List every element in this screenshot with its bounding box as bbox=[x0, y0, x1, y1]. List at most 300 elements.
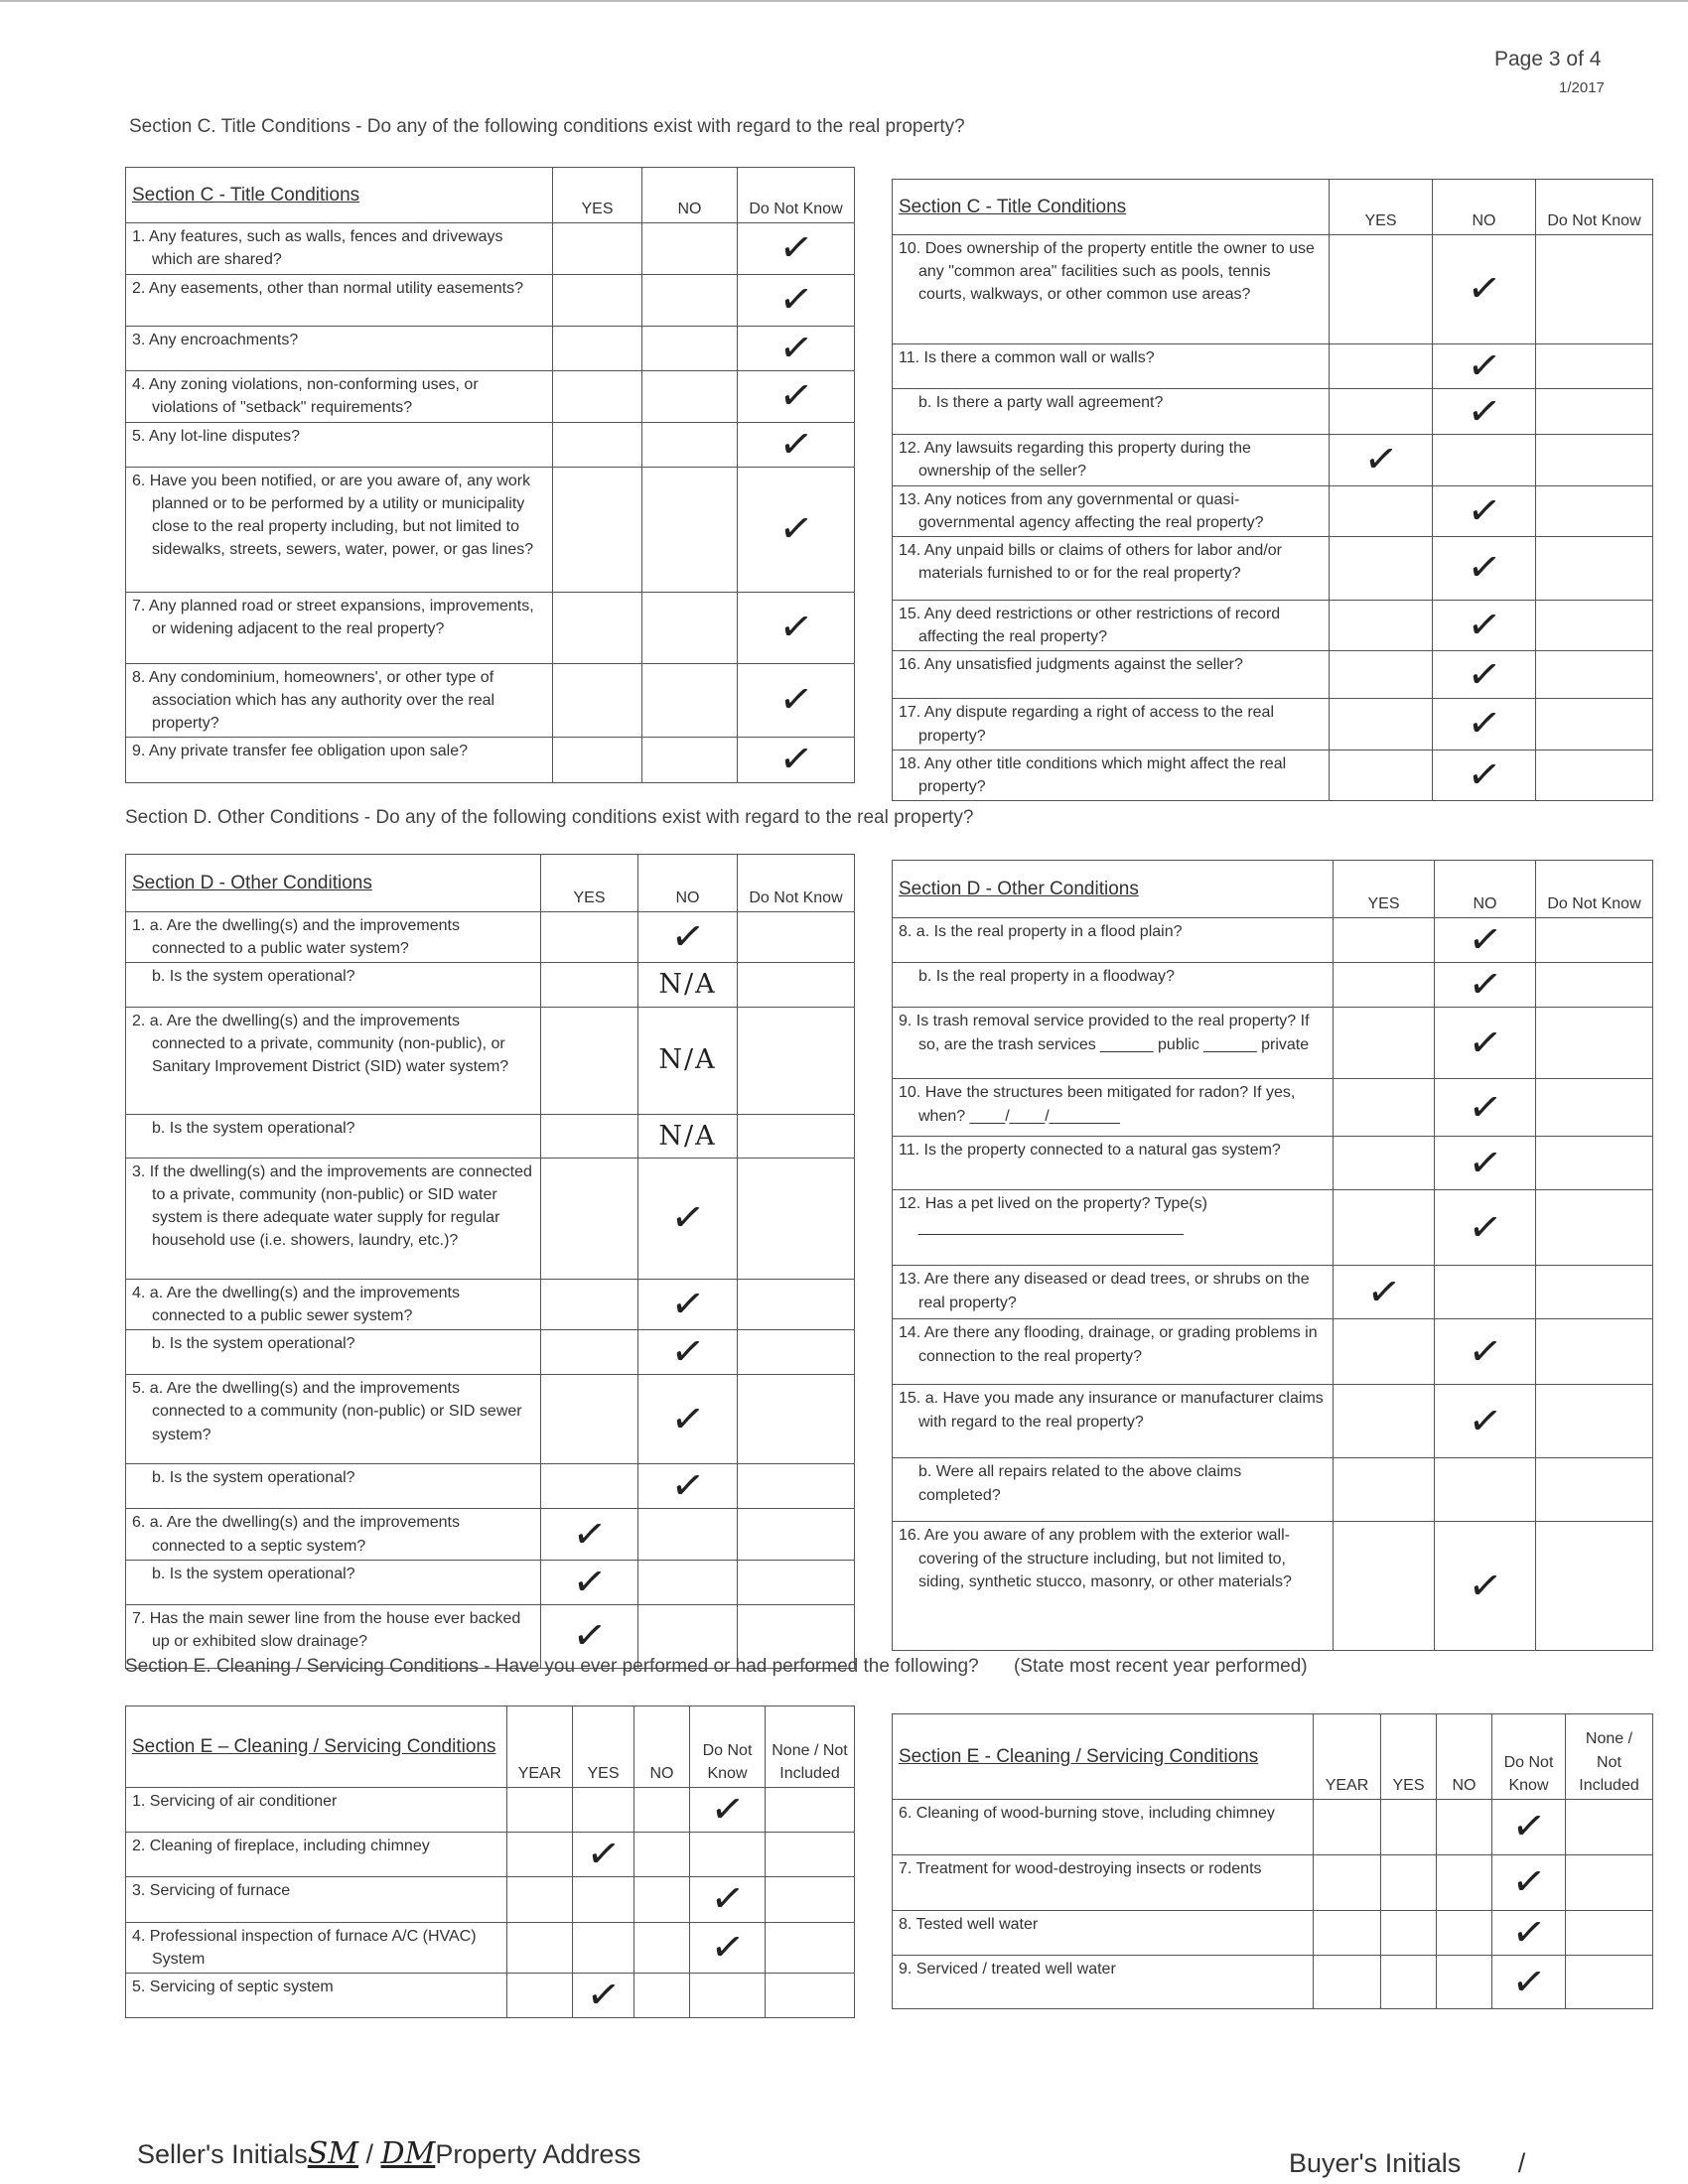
question-text: 1. Any features, such as walls, fences and driveways which are shared? bbox=[126, 223, 553, 275]
answer-cell-no[interactable] bbox=[642, 592, 738, 663]
col-no: NO bbox=[642, 168, 738, 223]
question-text: 9. Serviced / treated well water bbox=[893, 1956, 1314, 2009]
section-d-right-table bbox=[892, 860, 1653, 1651]
question-text: 5. Servicing of septic system bbox=[126, 1973, 507, 2017]
answer-cell-yes[interactable] bbox=[1330, 536, 1433, 600]
checkmark-icon: ✓ bbox=[775, 275, 816, 326]
question-text: 16. Are you aware of any problem with the exterior wall-covering of the structure including, but not limited to, siding, synthetic stucco, masonry, or other materials? bbox=[893, 1522, 1334, 1651]
table-row bbox=[893, 1385, 1653, 1458]
answer-cell-dnk[interactable] bbox=[738, 735, 855, 785]
answer-cell-year[interactable] bbox=[1314, 1911, 1381, 1956]
answer-cell-dnk[interactable] bbox=[1536, 536, 1653, 600]
answer-cell-dnk[interactable] bbox=[738, 592, 855, 663]
question-text: 9. Any private transfer fee obligation upon sale? bbox=[126, 738, 553, 782]
table-row bbox=[126, 1973, 855, 2017]
answer-cell-dnk[interactable] bbox=[1536, 1008, 1653, 1079]
na-mark: N/A bbox=[658, 1120, 717, 1152]
checkmark-icon: ✓ bbox=[1508, 1857, 1549, 1908]
section-d-title: Section D - Other Conditions bbox=[126, 855, 541, 912]
table-row bbox=[893, 1079, 1653, 1137]
answer-cell-dnk[interactable] bbox=[690, 1874, 766, 1925]
table-row bbox=[126, 1375, 855, 1464]
answer-cell-no[interactable] bbox=[1435, 1190, 1536, 1266]
answer-cell-dnk[interactable] bbox=[690, 1973, 766, 2017]
table-row bbox=[893, 918, 1653, 963]
table-row bbox=[126, 592, 855, 663]
table-row bbox=[126, 1279, 855, 1329]
answer-cell-none[interactable] bbox=[1566, 1911, 1653, 1956]
answer-cell-yes[interactable] bbox=[541, 1114, 638, 1158]
question-text: 3. If the dwelling(s) and the improvements are connected to a private, community (non-public) or SID water system is there adequate water supply for regular household use (i.e. showers, laundry, etc.)? bbox=[126, 1158, 541, 1279]
col-no: NO bbox=[1435, 861, 1536, 918]
answer-cell-yes[interactable] bbox=[1330, 699, 1433, 750]
answer-cell-dnk[interactable] bbox=[738, 912, 855, 963]
answer-cell-yes[interactable] bbox=[1334, 918, 1435, 963]
answer-cell-yes[interactable] bbox=[1334, 1522, 1435, 1651]
question-text: 12. Any lawsuits regarding this property during the ownership of the seller? bbox=[893, 435, 1330, 485]
checkmark-icon: ✓ bbox=[775, 675, 816, 726]
col-yes: YES bbox=[1330, 180, 1433, 235]
answer-cell-yes[interactable] bbox=[1330, 389, 1433, 435]
answer-cell-year[interactable] bbox=[1314, 1855, 1381, 1911]
checkmark-icon: ✓ bbox=[1508, 1957, 1549, 2007]
answer-cell-dnk[interactable] bbox=[738, 1560, 855, 1604]
answer-cell-yes[interactable] bbox=[573, 1877, 634, 1922]
question-text: 4. Any zoning violations, non-conforming uses, or violations of "setback" requirements? bbox=[126, 371, 553, 422]
answer-cell-dnk[interactable] bbox=[738, 371, 855, 422]
answer-cell-yes[interactable] bbox=[553, 663, 642, 738]
answer-cell-yes[interactable] bbox=[553, 592, 642, 663]
table-row bbox=[126, 1877, 855, 1922]
answer-cell-dnk[interactable] bbox=[738, 663, 855, 738]
answer-cell-year[interactable] bbox=[507, 1833, 573, 1877]
question-text: 8. Tested well water bbox=[893, 1911, 1314, 1956]
answer-cell-yes[interactable] bbox=[553, 327, 642, 371]
answer-cell-yes[interactable] bbox=[1330, 600, 1433, 650]
answer-cell-none[interactable] bbox=[1566, 1855, 1653, 1911]
section-c-right-table bbox=[892, 179, 1653, 801]
answer-cell-dnk[interactable] bbox=[738, 419, 855, 470]
answer-cell-dnk[interactable] bbox=[1492, 1956, 1566, 2009]
col-none-not-included: None / Not Included bbox=[1566, 1714, 1653, 1800]
answer-cell-yes[interactable] bbox=[553, 467, 642, 592]
answer-cell-no[interactable] bbox=[634, 1788, 690, 1833]
question-text: b. Is the system operational? bbox=[126, 1464, 541, 1509]
question-text: b. Were all repairs related to the above claims completed? bbox=[893, 1458, 1334, 1522]
answer-cell-dnk[interactable] bbox=[738, 1330, 855, 1375]
checkmark-icon: ✓ bbox=[1360, 435, 1401, 485]
answer-cell-dnk[interactable] bbox=[1536, 1385, 1653, 1458]
table-row bbox=[126, 1114, 855, 1158]
question-text: 4. a. Are the dwelling(s) and the improvements connected to a public sewer system? bbox=[126, 1279, 541, 1329]
answer-cell-year[interactable] bbox=[507, 1877, 573, 1922]
answer-cell-dnk[interactable] bbox=[1536, 963, 1653, 1008]
buyer-initials-slash: / bbox=[1517, 2148, 1526, 2178]
col-do-not-know: Do Not Know bbox=[1492, 1714, 1566, 1800]
answer-cell-no[interactable] bbox=[1433, 750, 1536, 800]
checkmark-icon: ✓ bbox=[569, 1557, 610, 1607]
property-address-label: Property Address bbox=[435, 2139, 641, 2169]
answer-cell-yes[interactable] bbox=[1334, 963, 1435, 1008]
answer-cell-dnk[interactable] bbox=[738, 223, 855, 275]
table-row bbox=[893, 344, 1653, 389]
answer-cell-no[interactable] bbox=[1435, 1137, 1536, 1190]
answer-cell-yes[interactable] bbox=[1330, 750, 1433, 800]
answer-cell-yes[interactable] bbox=[1330, 651, 1433, 699]
answer-cell-no[interactable] bbox=[642, 371, 738, 422]
answer-cell-no[interactable] bbox=[1433, 435, 1536, 485]
answer-cell-none[interactable] bbox=[766, 1833, 855, 1877]
answer-cell-year[interactable] bbox=[507, 1973, 573, 2017]
col-yes: YES bbox=[541, 855, 638, 912]
answer-cell-no[interactable] bbox=[1437, 1800, 1492, 1855]
answer-cell-no[interactable] bbox=[638, 1326, 738, 1378]
answer-cell-none[interactable] bbox=[766, 1922, 855, 1973]
col-year: YEAR bbox=[507, 1706, 573, 1788]
checkmark-icon: ✓ bbox=[1465, 1138, 1505, 1188]
table-row bbox=[893, 235, 1653, 344]
checkmark-icon: ✓ bbox=[1508, 1907, 1549, 1959]
col-do-not-know: Do Not Know bbox=[690, 1706, 766, 1788]
question-text: b. Is the system operational? bbox=[126, 1330, 541, 1375]
answer-cell-yes[interactable] bbox=[541, 1158, 638, 1279]
answer-cell-no[interactable] bbox=[1437, 1956, 1492, 2009]
answer-cell-no[interactable] bbox=[1433, 341, 1536, 392]
answer-cell-no[interactable] bbox=[1435, 1319, 1536, 1385]
answer-cell-yes[interactable] bbox=[1330, 485, 1433, 536]
section-c-left-table bbox=[125, 167, 855, 783]
question-text: 12. Has a pet lived on the property? Type(s) ______________________________ bbox=[893, 1190, 1334, 1266]
answer-cell-no[interactable] bbox=[642, 275, 738, 327]
table-row bbox=[893, 699, 1653, 750]
answer-cell-no[interactable] bbox=[634, 1922, 690, 1973]
answer-cell-no[interactable] bbox=[638, 1007, 738, 1114]
answer-cell-dnk[interactable] bbox=[1492, 1907, 1566, 1959]
table-row bbox=[893, 485, 1653, 536]
answer-cell-no[interactable] bbox=[634, 1833, 690, 1877]
answer-cell-yes[interactable] bbox=[541, 1509, 638, 1560]
question-text: 14. Any unpaid bills or claims of others for labor and/or materials furnished to or for the real property? bbox=[893, 536, 1330, 600]
answer-cell-yes[interactable] bbox=[541, 1557, 638, 1607]
answer-cell-dnk[interactable] bbox=[1536, 485, 1653, 536]
checkmark-icon: ✓ bbox=[569, 1611, 610, 1662]
initials-slash: / bbox=[365, 2139, 374, 2169]
answer-cell-no[interactable] bbox=[638, 1560, 738, 1604]
answer-cell-no[interactable] bbox=[638, 1461, 738, 1512]
question-text: 14. Are there any flooding, drainage, or grading problems in connection to the real property? bbox=[893, 1319, 1334, 1385]
answer-cell-yes[interactable] bbox=[1334, 1458, 1435, 1522]
answer-cell-no[interactable] bbox=[634, 1973, 690, 2017]
checkmark-icon: ✓ bbox=[775, 603, 816, 653]
checkmark-icon: ✓ bbox=[1465, 960, 1505, 1011]
answer-cell-dnk[interactable] bbox=[1536, 750, 1653, 800]
seller-initials-2: DM bbox=[380, 2136, 436, 2171]
table-row bbox=[126, 738, 855, 782]
answer-cell-yes[interactable] bbox=[553, 738, 642, 782]
question-text: 11. Is the property connected to a natural gas system? bbox=[893, 1137, 1334, 1190]
answer-cell-year[interactable] bbox=[507, 1788, 573, 1833]
table-row bbox=[126, 1158, 855, 1279]
na-mark: N/A bbox=[658, 1044, 717, 1076]
question-text: 2. Cleaning of fireplace, including chimney bbox=[126, 1833, 507, 1877]
col-none-not-included: None / Not Included bbox=[766, 1706, 855, 1788]
answer-cell-dnk[interactable] bbox=[738, 1007, 855, 1114]
section-d-title-right: Section D - Other Conditions bbox=[893, 861, 1334, 918]
answer-cell-dnk[interactable] bbox=[690, 1833, 766, 1877]
answer-cell-yes[interactable] bbox=[553, 371, 642, 422]
checkmark-icon: ✓ bbox=[667, 911, 708, 963]
question-text: 7. Any planned road or street expansions, improvements, or widening adjacent to the real property? bbox=[126, 592, 553, 663]
answer-cell-no[interactable] bbox=[642, 327, 738, 371]
answer-cell-no[interactable] bbox=[1437, 1855, 1492, 1911]
section-d-left-table bbox=[125, 854, 855, 1669]
section-e-right-table bbox=[892, 1713, 1653, 2009]
answer-cell-no[interactable] bbox=[638, 1509, 738, 1560]
answer-cell-yes[interactable] bbox=[541, 1007, 638, 1114]
table-row bbox=[126, 663, 855, 738]
col-no: NO bbox=[638, 855, 738, 912]
table-row bbox=[893, 1855, 1653, 1911]
answer-cell-yes[interactable] bbox=[1334, 1319, 1435, 1385]
answer-cell-dnk[interactable] bbox=[1536, 1190, 1653, 1266]
col-do-not-know: Do Not Know bbox=[1536, 861, 1653, 918]
question-text: 15. a. Have you made any insurance or manufacturer claims with regard to the real property? bbox=[893, 1385, 1334, 1458]
answer-cell-dnk[interactable] bbox=[1536, 1266, 1653, 1319]
answer-cell-yes[interactable] bbox=[541, 1375, 638, 1464]
checkmark-icon: ✓ bbox=[1465, 1202, 1505, 1253]
answer-cell-no[interactable] bbox=[1433, 485, 1536, 536]
checkmark-icon: ✓ bbox=[775, 371, 816, 422]
checkmark-icon: ✓ bbox=[707, 1784, 748, 1836]
checkmark-icon: ✓ bbox=[1465, 1018, 1505, 1068]
answer-cell-yes[interactable] bbox=[1381, 1911, 1437, 1956]
answer-cell-yes[interactable] bbox=[1334, 1385, 1435, 1458]
answer-cell-none[interactable] bbox=[766, 1877, 855, 1922]
answer-cell-no[interactable] bbox=[1433, 536, 1536, 600]
checkmark-icon: ✓ bbox=[583, 1970, 624, 2021]
answer-cell-yes[interactable] bbox=[1381, 1956, 1437, 2009]
answer-cell-dnk[interactable] bbox=[738, 1114, 855, 1158]
answer-cell-yes[interactable] bbox=[541, 963, 638, 1007]
answer-cell-dnk[interactable] bbox=[738, 275, 855, 327]
checkmark-icon: ✓ bbox=[1464, 386, 1504, 437]
answer-cell-dnk[interactable] bbox=[1536, 1522, 1653, 1651]
answer-cell-dnk[interactable] bbox=[738, 963, 855, 1007]
table-row bbox=[893, 1800, 1653, 1855]
checkmark-icon: ✓ bbox=[707, 1874, 748, 1925]
answer-cell-no[interactable] bbox=[1433, 651, 1536, 699]
answer-cell-yes[interactable] bbox=[1334, 1008, 1435, 1079]
answer-cell-none[interactable] bbox=[766, 1788, 855, 1833]
answer-cell-yes[interactable] bbox=[553, 275, 642, 327]
answer-cell-yes[interactable] bbox=[1381, 1855, 1437, 1911]
answer-cell-yes[interactable] bbox=[541, 1330, 638, 1375]
answer-cell-yes[interactable] bbox=[1334, 1190, 1435, 1266]
table-row bbox=[893, 1911, 1653, 1956]
answer-cell-dnk[interactable] bbox=[1536, 699, 1653, 750]
answer-cell-dnk[interactable] bbox=[738, 1509, 855, 1560]
answer-cell-year[interactable] bbox=[1314, 1956, 1381, 2009]
table-row bbox=[893, 1137, 1653, 1190]
checkmark-icon: ✓ bbox=[1465, 1082, 1505, 1133]
answer-cell-no[interactable] bbox=[638, 1375, 738, 1464]
answer-cell-yes[interactable] bbox=[541, 912, 638, 963]
question-text: 10. Have the structures been mitigated for radon? If yes, when? ____/____/________ bbox=[893, 1079, 1334, 1137]
answer-cell-no[interactable] bbox=[1435, 1458, 1536, 1522]
section-d-heading: Section D. Other Conditions - Do any of the following conditions exist with regard to the real property? bbox=[125, 807, 974, 828]
question-text: b. Is the system operational? bbox=[126, 963, 541, 1007]
question-text: 4. Professional inspection of furnace A/C (HVAC) System bbox=[126, 1922, 507, 1973]
answer-cell-none[interactable] bbox=[1566, 1956, 1653, 2009]
question-text: 6. Cleaning of wood-burning stove, including chimney bbox=[893, 1800, 1314, 1855]
checkmark-icon: ✓ bbox=[775, 735, 816, 785]
buyer-initials-line bbox=[1289, 2148, 1525, 2179]
answer-cell-dnk[interactable] bbox=[1492, 1800, 1566, 1855]
answer-cell-yes[interactable] bbox=[553, 223, 642, 275]
answer-cell-yes[interactable] bbox=[1334, 1137, 1435, 1190]
answer-cell-dnk[interactable] bbox=[738, 1279, 855, 1329]
answer-cell-no[interactable] bbox=[642, 422, 738, 467]
answer-cell-dnk[interactable] bbox=[1536, 235, 1653, 344]
checkmark-icon: ✓ bbox=[1464, 543, 1504, 594]
checkmark-icon: ✓ bbox=[667, 1326, 708, 1378]
answer-cell-dnk[interactable] bbox=[738, 467, 855, 592]
answer-cell-dnk[interactable] bbox=[1536, 344, 1653, 389]
answer-cell-no[interactable] bbox=[642, 223, 738, 275]
answer-cell-yes[interactable] bbox=[1381, 1800, 1437, 1855]
checkmark-icon: ✓ bbox=[775, 323, 816, 374]
answer-cell-no[interactable] bbox=[642, 467, 738, 592]
answer-cell-no[interactable] bbox=[638, 1158, 738, 1279]
answer-cell-no[interactable] bbox=[1437, 1911, 1492, 1956]
answer-cell-dnk[interactable] bbox=[1536, 435, 1653, 485]
table-row bbox=[126, 275, 855, 327]
answer-cell-yes[interactable] bbox=[553, 422, 642, 467]
answer-cell-year[interactable] bbox=[507, 1922, 573, 1973]
answer-cell-no[interactable] bbox=[1433, 699, 1536, 750]
question-text: 3. Any encroachments? bbox=[126, 327, 553, 371]
answer-cell-dnk[interactable] bbox=[1536, 600, 1653, 650]
answer-cell-yes[interactable] bbox=[1334, 1266, 1435, 1319]
seller-initials-1: SM bbox=[307, 2136, 358, 2171]
answer-cell-dnk[interactable] bbox=[1536, 918, 1653, 963]
answer-cell-yes[interactable] bbox=[1330, 344, 1433, 389]
checkmark-icon: ✓ bbox=[707, 1922, 748, 1973]
answer-cell-yes[interactable] bbox=[1330, 235, 1433, 344]
checkmark-icon: ✓ bbox=[1508, 1802, 1549, 1852]
answer-cell-no[interactable] bbox=[634, 1877, 690, 1922]
seller-initials-label: Seller's Initials bbox=[137, 2139, 308, 2169]
answer-cell-no[interactable] bbox=[1435, 1522, 1536, 1651]
answer-cell-no[interactable] bbox=[642, 738, 738, 782]
answer-cell-dnk[interactable] bbox=[1536, 1319, 1653, 1385]
col-no: NO bbox=[1433, 180, 1536, 235]
checkmark-icon: ✓ bbox=[569, 1509, 610, 1560]
answer-cell-no[interactable] bbox=[1435, 1385, 1536, 1458]
answer-cell-yes[interactable] bbox=[573, 1830, 634, 1880]
answer-cell-no[interactable] bbox=[1435, 914, 1536, 966]
answer-cell-no[interactable] bbox=[1433, 386, 1536, 437]
table-row bbox=[126, 963, 855, 1007]
answer-cell-dnk[interactable] bbox=[1492, 1855, 1566, 1911]
table-row bbox=[893, 1956, 1653, 2009]
answer-cell-no[interactable] bbox=[638, 912, 738, 963]
answer-cell-no[interactable] bbox=[1435, 1079, 1536, 1137]
table-row bbox=[893, 435, 1653, 485]
checkmark-icon: ✓ bbox=[667, 1279, 708, 1329]
answer-cell-dnk[interactable] bbox=[738, 1375, 855, 1464]
answer-cell-year[interactable] bbox=[1314, 1800, 1381, 1855]
table-row bbox=[126, 223, 855, 275]
checkmark-icon: ✓ bbox=[667, 1192, 708, 1244]
col-yes: YES bbox=[553, 168, 642, 223]
answer-cell-dnk[interactable] bbox=[738, 323, 855, 374]
section-c-title: Section C - Title Conditions bbox=[126, 168, 553, 223]
answer-cell-dnk[interactable] bbox=[738, 1158, 855, 1279]
section-e-title-right: Section E - Cleaning / Servicing Conditions bbox=[893, 1714, 1314, 1800]
question-text: 18. Any other title conditions which might affect the real property? bbox=[893, 750, 1330, 800]
section-e-heading bbox=[125, 1656, 1308, 1678]
answer-cell-dnk[interactable] bbox=[1536, 389, 1653, 435]
checkmark-icon: ✓ bbox=[1465, 1326, 1505, 1377]
answer-cell-no[interactable] bbox=[638, 1114, 738, 1158]
answer-cell-dnk[interactable] bbox=[1536, 1079, 1653, 1137]
table-row bbox=[126, 371, 855, 422]
answer-cell-yes[interactable] bbox=[1330, 435, 1433, 485]
answer-cell-none[interactable] bbox=[766, 1973, 855, 2017]
answer-cell-dnk[interactable] bbox=[1536, 1458, 1653, 1522]
answer-cell-none[interactable] bbox=[1566, 1800, 1653, 1855]
answer-cell-dnk[interactable] bbox=[1536, 1137, 1653, 1190]
answer-cell-dnk[interactable] bbox=[690, 1784, 766, 1836]
table-row bbox=[893, 1458, 1653, 1522]
table-row bbox=[893, 600, 1653, 650]
checkmark-icon: ✓ bbox=[1464, 485, 1504, 536]
question-text: 8. Any condominium, homeowners', or other type of association which has any authority over the real property? bbox=[126, 663, 553, 738]
answer-cell-no[interactable] bbox=[1435, 960, 1536, 1011]
question-text: 7. Has the main sewer line from the house ever backed up or exhibited slow drainage? bbox=[126, 1604, 541, 1668]
answer-cell-yes[interactable] bbox=[573, 1788, 634, 1833]
answer-cell-yes[interactable] bbox=[573, 1922, 634, 1973]
table-row bbox=[893, 1190, 1653, 1266]
seller-initials-line bbox=[137, 2136, 640, 2171]
answer-cell-yes[interactable] bbox=[1334, 1079, 1435, 1137]
answer-cell-no[interactable] bbox=[638, 963, 738, 1007]
section-e-heading-text: Section E. Cleaning / Servicing Conditions - Have you ever performed or had performed the following? bbox=[125, 1656, 979, 1677]
checkmark-icon: ✓ bbox=[1464, 750, 1504, 800]
answer-cell-dnk[interactable] bbox=[690, 1922, 766, 1973]
question-text: 2. Any easements, other than normal utility easements? bbox=[126, 275, 553, 327]
answer-cell-yes[interactable] bbox=[573, 1970, 634, 2021]
answer-cell-no[interactable] bbox=[1435, 1266, 1536, 1319]
answer-cell-no[interactable] bbox=[1433, 600, 1536, 650]
table-row bbox=[893, 536, 1653, 600]
table-row bbox=[126, 467, 855, 592]
checkmark-icon: ✓ bbox=[775, 223, 816, 274]
checkmark-icon: ✓ bbox=[1464, 699, 1504, 750]
answer-cell-yes[interactable] bbox=[541, 1279, 638, 1329]
table-row bbox=[126, 1330, 855, 1375]
answer-cell-no[interactable] bbox=[642, 663, 738, 738]
answer-cell-dnk[interactable] bbox=[1536, 651, 1653, 699]
answer-cell-no[interactable] bbox=[638, 1279, 738, 1329]
checkmark-icon: ✓ bbox=[1465, 914, 1505, 966]
answer-cell-no[interactable] bbox=[1435, 1008, 1536, 1079]
answer-cell-yes[interactable] bbox=[541, 1464, 638, 1509]
question-text: 13. Are there any diseased or dead trees, or shrubs on the real property? bbox=[893, 1266, 1334, 1319]
answer-cell-dnk[interactable] bbox=[738, 1464, 855, 1509]
answer-cell-no[interactable] bbox=[1433, 235, 1536, 344]
